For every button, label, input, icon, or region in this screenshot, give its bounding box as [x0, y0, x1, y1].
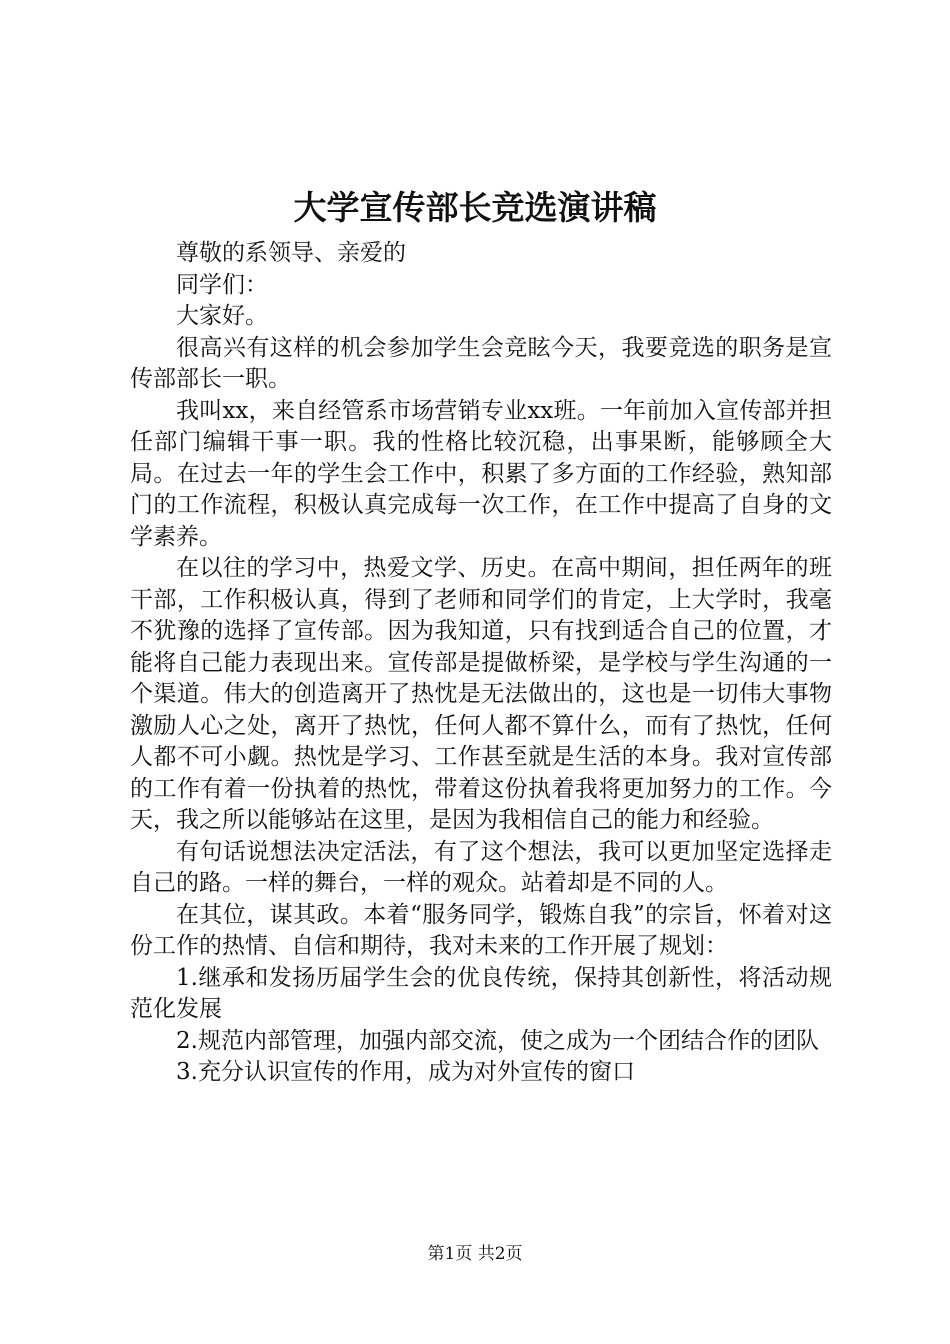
page-footer: 第1页 共2页	[427, 1244, 523, 1264]
paragraph-intro: 很高兴有这样的机会参加学生会竞眩今天，我要竞选的职务是宣传部部长一职。	[130, 334, 832, 392]
paragraph-self-introduction: 我叫xx，来自经管系市场营销专业xx班。一年前加入宣传部并担任部门编辑干事一职。我的性格比较沉稳，出事果断，能够顾全大局。在过去一年的学生会工作中，积累了多方面的工作经验，熟知部门的工作流程，积极认真完成每一次工作，在工作中提高了自身的文学素养。	[130, 397, 832, 550]
paragraph-plan-item-2: 2.规范内部管理，加强内部交流，使之成为一个团结合作的团队	[176, 1027, 819, 1054]
paragraph-plan-intro: 在其位，谋其政。本着“服务同学，锻炼自我”的宗旨，怀着对这份工作的热情、自信和期待，我对未来的工作开展了规划：	[130, 901, 832, 959]
paragraph-plan-item-1: 1.继承和发扬历届学生会的优良传统，保持其创新性，将活动规范化发展	[130, 964, 832, 1022]
paragraph-salutation-1: 尊敬的系领导、亲爱的	[176, 240, 406, 266]
paragraph-salutation-2: 同学们：	[176, 271, 268, 298]
document-body	[130, 238, 832, 1089]
paragraph-plan-item-3: 3.充分认识宣传的作用，成为对外宣传的窗口	[176, 1059, 635, 1085]
paragraph-experience: 在以往的学习中，热爱文学、历史。在高中期间，担任两年的班干部，工作积极认真，得到了老师和同学们的肯定，上大学时，我毫不犹豫的选择了宣传部。因为我知道，只有找到适合自己的位置，才能将自己能力表现出来。宣传部是提做桥梁，是学校与学生沟通的一个渠道。伟大的创造离开了热忱是无法做出的，这也是一切伟大事物激励人心之处，离开了热忱，任何人都不算什么，而有了热忱，任何人都不可小觑。热忱是学习、工作甚至就是生活的本身。我对宣传部的工作有着一份执着的热忱，带着这份执着我将更加努力的工作。今天，我之所以能够站在这里，是因为我相信自己的能力和经验。	[130, 555, 832, 833]
paragraph-motivation: 有句话说想法决定活法，有了这个想法，我可以更加坚定选择走自己的路。一样的舞台，一样的观众。站着却是不同的人。	[130, 838, 832, 896]
paragraph-greeting: 大家好。	[176, 303, 268, 329]
page-title: 大学宣传部长竞选演讲稿	[293, 188, 657, 227]
